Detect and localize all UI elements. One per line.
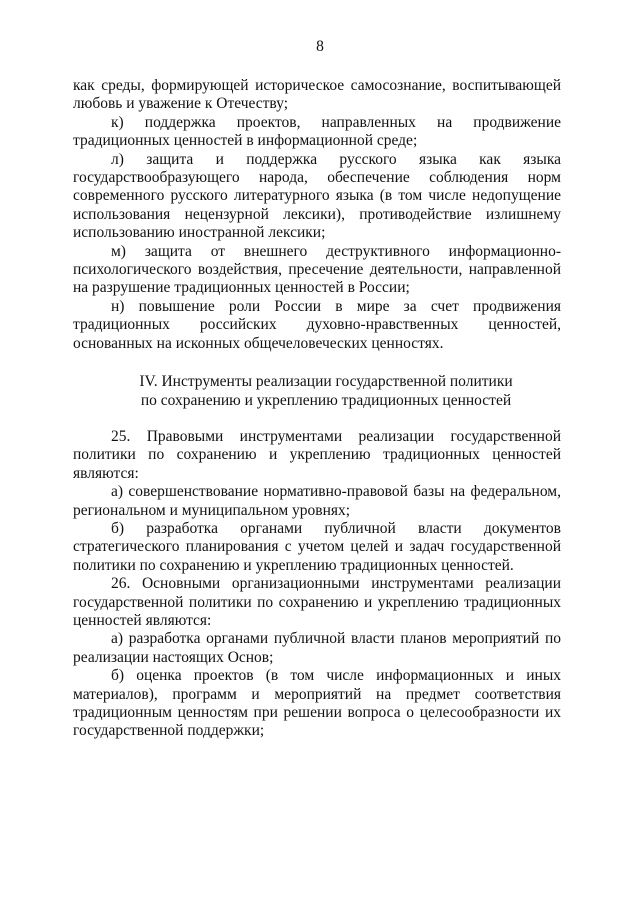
- page-number: 8: [316, 38, 324, 55]
- paragraph-25: 25. Правовыми инструментами реализации государственной политики по сохранению и укреплению традиционных ценностей являются:: [73, 427, 561, 482]
- paragraph-26-b: б) оценка проектов (в том числе информационных и иных материалов), программ и мероприятий на предмет соответствия традиционным ценностям при решении вопроса о целесообразности их государственной поддержки;: [73, 667, 561, 740]
- spacer: [73, 353, 561, 373]
- paragraph-item-m: м) защита от внешнего деструктивного информационно-психологического воздействия, пресечение деятельности, направленной на разрушение традиционных ценностей в России;: [73, 242, 561, 297]
- spacer: [73, 410, 561, 428]
- section-heading-line-1: IV. Инструменты реализации государственной политики: [139, 373, 513, 391]
- paragraph-25-b: б) разработка органами публичной власти документов стратегического планирования с учетом целей и задач государственной политики по сохранению и укреплению традиционных ценностей.: [73, 519, 561, 574]
- paragraph-item-l: л) защита и поддержка русского языка как языка государствообразующего народа, обеспечение соблюдения норм современного русского литературного языка (в том числе недопущение использования нецензурной лексики), противодействие излишнему использованию иностранной лексики;: [73, 150, 561, 242]
- section-heading-line-2: по сохранению и укреплению традиционных ценностей: [140, 391, 512, 409]
- document-body: [73, 77, 561, 741]
- paragraph-item-k: к) поддержка проектов, направленных на продвижение традиционных ценностей в информационной среде;: [73, 113, 561, 150]
- section-heading: [73, 373, 561, 410]
- paragraph-item-n: н) повышение роли России в мире за счет продвижения традиционных российских духовно-нравственных ценностей, основанных на исконных общечеловеческих ценностях.: [73, 297, 561, 352]
- paragraph-26-a: а) разработка органами публичной власти планов мероприятий по реализации настоящих Основ;: [73, 630, 561, 666]
- paragraph-continuation: как среды, формирующей историческое самосознание, воспитывающей любовь и уважение к Отечеству;: [73, 77, 561, 113]
- paragraph-26: 26. Основными организационными инструментами реализации государственной политики по сохранению и укреплению традиционных ценностей являются:: [73, 575, 561, 629]
- paragraph-25-a: а) совершенствование нормативно-правовой базы на федеральном, региональном и муниципальном уровнях;: [73, 483, 561, 519]
